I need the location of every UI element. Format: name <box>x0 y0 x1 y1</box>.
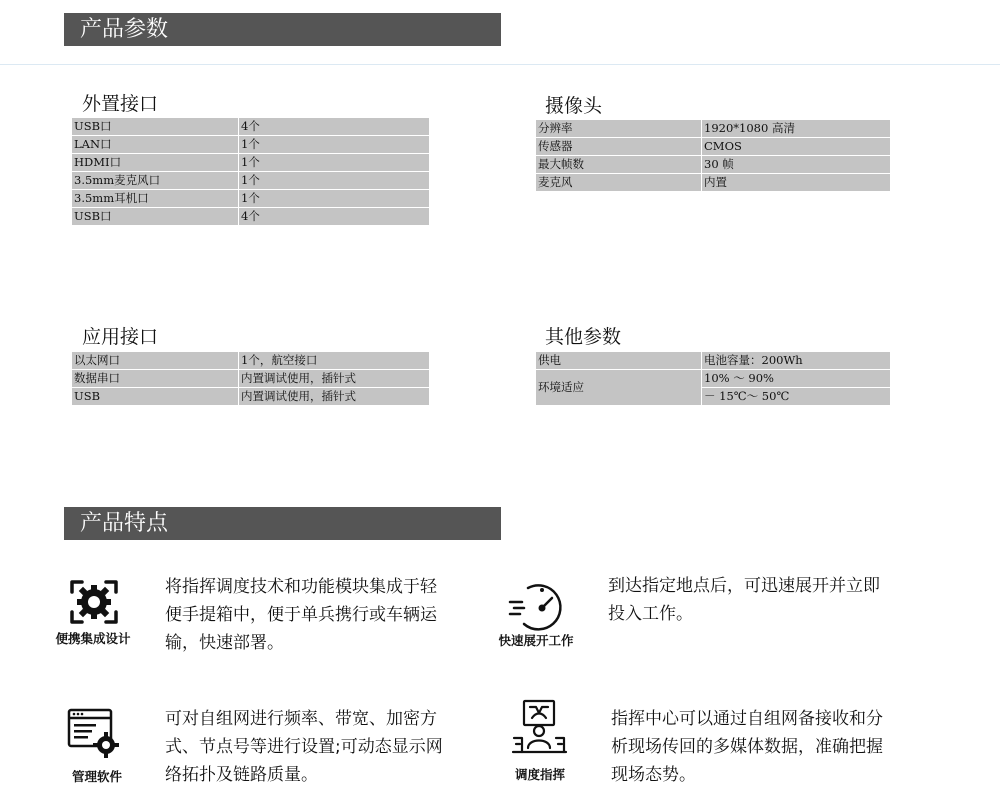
table-cell: 以太网口 <box>72 352 239 370</box>
table-cell: 4个 <box>239 118 430 136</box>
divider <box>0 64 1000 65</box>
table-row <box>72 388 430 406</box>
table-cell: 分辨率 <box>536 120 702 138</box>
table-cell: 3.5mm耳机口 <box>72 190 239 208</box>
feature-label: 快速展开工作 <box>498 633 574 648</box>
table-row <box>72 172 430 190</box>
table-row <box>536 120 891 138</box>
feature-description-line: 投入工作。 <box>608 604 693 624</box>
feature-description-line: 式、节点号等进行设置;可动态显示网 <box>165 737 443 757</box>
table-cell: 最大帧数 <box>536 156 702 174</box>
table-cell: HDMI口 <box>72 154 239 172</box>
table-cell: 1个 <box>239 154 430 172</box>
table-cell: 1个 <box>239 172 430 190</box>
feature-description <box>608 572 880 628</box>
other-params-title: 其他参数 <box>545 326 622 348</box>
table-row <box>72 118 430 136</box>
camera-title: 摄像头 <box>545 95 603 117</box>
table-row <box>536 370 891 388</box>
table-cell: 4个 <box>239 208 430 226</box>
table-row <box>72 370 430 388</box>
feature-label: 便携集成设计 <box>55 631 131 646</box>
table-cell: 内置 <box>702 174 891 192</box>
feature-label: 管理软件 <box>71 769 122 784</box>
table-cell: CMOS <box>702 138 891 156</box>
table-cell: LAN口 <box>72 136 239 154</box>
table-cell: 1个 <box>239 136 430 154</box>
table-row <box>536 352 891 370</box>
table-cell: 30 帧 <box>702 156 891 174</box>
camera-table <box>535 119 891 192</box>
app-ports-table <box>71 351 430 406</box>
table-cell: 传感器 <box>536 138 702 156</box>
feature-description-line: 到达指定地点后，可迅速展开并立即 <box>608 576 880 596</box>
table-cell: － 15℃～ 50℃ <box>702 388 891 406</box>
table-cell: 10% ～ 90% <box>702 370 891 388</box>
table-cell: 1个 <box>239 190 430 208</box>
app-ports-title: 应用接口 <box>82 326 159 348</box>
feature-description <box>165 573 437 657</box>
section-header-features: 产品特点 <box>64 507 501 540</box>
software-settings-icon <box>64 705 124 761</box>
table-cell: 数据串口 <box>72 370 239 388</box>
table-row <box>72 190 430 208</box>
table-cell: 电池容量：200Wh <box>702 352 891 370</box>
table-cell: 内置调试使用，插针式 <box>239 388 430 406</box>
feature-description-line: 便手提箱中，便于单兵携行或车辆运 <box>165 605 437 625</box>
table-cell: 内置调试使用，插针式 <box>239 370 430 388</box>
feature-description-line: 将指挥调度技术和功能模块集成于轻 <box>165 577 437 597</box>
table-row <box>72 208 430 226</box>
feature-label: 调度指挥 <box>514 767 565 782</box>
section-header-params: 产品参数 <box>64 13 501 46</box>
table-cell: 麦克风 <box>536 174 702 192</box>
feature-description-line: 可对自组网进行频率、带宽、加密方 <box>165 709 437 729</box>
table-cell: USB <box>72 388 239 406</box>
feature-description <box>611 705 883 789</box>
table-row <box>72 352 430 370</box>
table-cell: 1920*1080 高清 <box>702 120 891 138</box>
feature-description-line: 析现场传回的多媒体数据，准确把握 <box>611 737 883 757</box>
external-ports-table <box>71 117 430 226</box>
command-center-icon <box>510 698 570 754</box>
table-cell: 环境适应 <box>536 370 702 406</box>
table-cell: USB口 <box>72 118 239 136</box>
table-row <box>536 174 891 192</box>
table-cell: 1个，航空接口 <box>239 352 430 370</box>
speed-gauge-icon <box>506 578 566 634</box>
feature-description-line: 现场态势。 <box>611 765 696 785</box>
table-cell: USB口 <box>72 208 239 226</box>
other-params-table <box>535 351 891 406</box>
feature-description-line: 指挥中心可以通过自组网备接收和分 <box>611 709 883 729</box>
feature-description <box>165 705 443 789</box>
table-row <box>72 154 430 172</box>
table-row <box>536 138 891 156</box>
table-row <box>72 136 430 154</box>
feature-description-line: 输，快速部署。 <box>165 633 284 653</box>
table-cell: 供电 <box>536 352 702 370</box>
feature-description-line: 络拓扑及链路质量。 <box>165 765 318 785</box>
external-ports-title: 外置接口 <box>82 93 159 115</box>
gear-refresh-icon <box>64 574 124 630</box>
table-cell: 3.5mm麦克风口 <box>72 172 239 190</box>
table-row <box>536 156 891 174</box>
